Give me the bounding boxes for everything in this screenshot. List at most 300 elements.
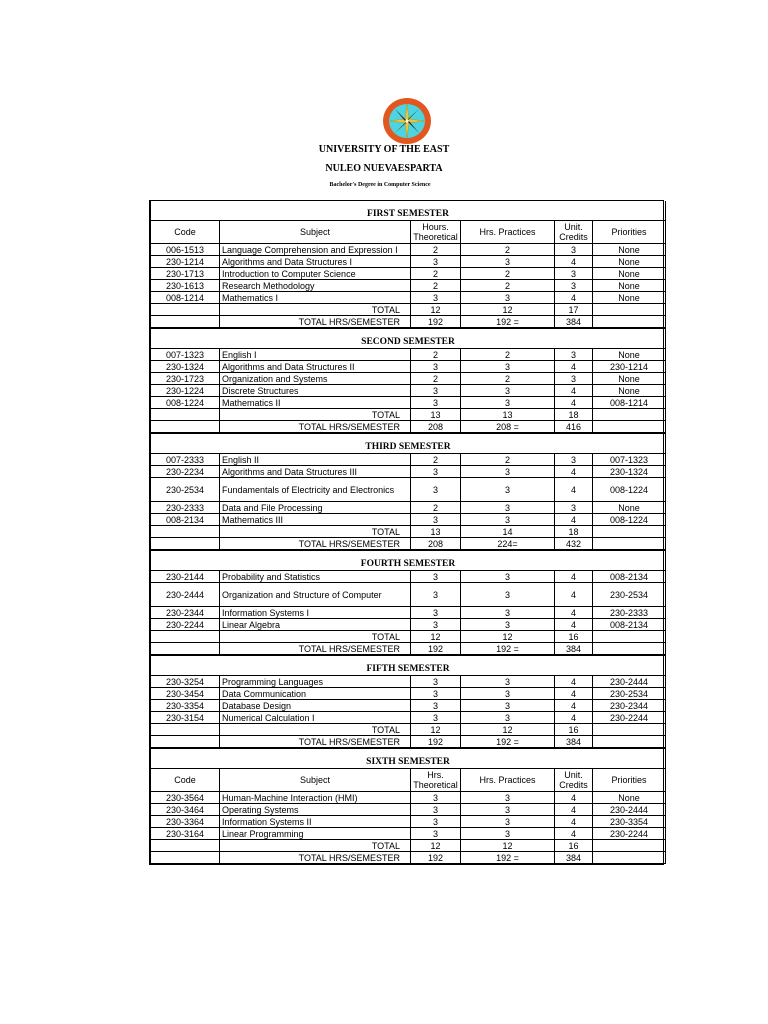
total-label: TOTAL HRS/SEMESTER bbox=[220, 538, 411, 551]
total-practice: 12 bbox=[461, 840, 555, 852]
theory-hours: 3 bbox=[411, 700, 461, 712]
practice-hours: 3 bbox=[461, 712, 555, 724]
course-code: 230-3364 bbox=[151, 816, 220, 828]
course-row bbox=[151, 700, 666, 712]
course-code: 230-2144 bbox=[151, 571, 220, 583]
total-hours-row bbox=[151, 538, 666, 551]
unit-credits: 3 bbox=[555, 373, 593, 385]
course-subject: Language Comprehension and Expression I bbox=[220, 244, 411, 256]
empty-cell bbox=[151, 409, 220, 421]
course-subject: Fundamentals of Electricity and Electronics bbox=[220, 478, 411, 502]
course-subject: Organization and Systems bbox=[220, 373, 411, 385]
course-subject: Mathematics III bbox=[220, 514, 411, 526]
theory-hours: 3 bbox=[411, 676, 461, 688]
prerequisite: 008-1214 bbox=[593, 397, 666, 409]
total-practice: 192 = bbox=[461, 316, 555, 329]
empty-cell bbox=[593, 526, 666, 538]
unit-credits: 3 bbox=[555, 280, 593, 292]
course-subject: Numerical Calculation I bbox=[220, 712, 411, 724]
practice-hours: 3 bbox=[461, 502, 555, 514]
unit-credits: 4 bbox=[555, 256, 593, 268]
practice-hours: 2 bbox=[461, 373, 555, 385]
total-credits: 384 bbox=[555, 736, 593, 749]
unit-credits: 4 bbox=[555, 583, 593, 607]
course-subject: Research Methodology bbox=[220, 280, 411, 292]
practice-hours: 3 bbox=[461, 256, 555, 268]
total-practice: 224= bbox=[461, 538, 555, 551]
practice-hours: 3 bbox=[461, 514, 555, 526]
course-subject: Algorithms and Data Structures I bbox=[220, 256, 411, 268]
prerequisite: 230-3354 bbox=[593, 816, 666, 828]
column-header: Subject bbox=[220, 221, 411, 244]
course-code: 230-1713 bbox=[151, 268, 220, 280]
column-header: Hrs. Theoretical bbox=[411, 769, 461, 792]
course-code: 007-2333 bbox=[151, 454, 220, 466]
course-subject: Information Systems II bbox=[220, 816, 411, 828]
course-subject: Algorithms and Data Structures III bbox=[220, 466, 411, 478]
course-row bbox=[151, 792, 666, 804]
practice-hours: 3 bbox=[461, 583, 555, 607]
theory-hours: 2 bbox=[411, 373, 461, 385]
prerequisite: 230-2344 bbox=[593, 700, 666, 712]
total-row bbox=[151, 840, 666, 852]
practice-hours: 3 bbox=[461, 700, 555, 712]
theory-hours: 3 bbox=[411, 256, 461, 268]
course-code: 230-2244 bbox=[151, 619, 220, 631]
course-subject: English I bbox=[220, 349, 411, 361]
empty-cell bbox=[593, 421, 666, 434]
course-code: 230-2534 bbox=[151, 478, 220, 502]
unit-credits: 4 bbox=[555, 466, 593, 478]
total-credits: 384 bbox=[555, 643, 593, 656]
unit-credits: 4 bbox=[555, 607, 593, 619]
prerequisite: 230-2244 bbox=[593, 828, 666, 840]
column-header-row bbox=[151, 221, 666, 244]
curriculum-grid bbox=[150, 201, 666, 864]
total-hours-row bbox=[151, 421, 666, 434]
empty-cell bbox=[151, 538, 220, 551]
course-row bbox=[151, 571, 666, 583]
total-theory: 208 bbox=[411, 421, 461, 434]
practice-hours: 3 bbox=[461, 688, 555, 700]
total-label: TOTAL bbox=[220, 840, 411, 852]
theory-hours: 3 bbox=[411, 804, 461, 816]
empty-cell bbox=[151, 304, 220, 316]
empty-cell bbox=[593, 840, 666, 852]
course-subject: Linear Programming bbox=[220, 828, 411, 840]
course-code: 230-3454 bbox=[151, 688, 220, 700]
column-header: Unit. Credits bbox=[555, 769, 593, 792]
course-code: 006-1513 bbox=[151, 244, 220, 256]
total-credits: 16 bbox=[555, 724, 593, 736]
prerequisite: 230-2444 bbox=[593, 804, 666, 816]
course-subject: English II bbox=[220, 454, 411, 466]
empty-cell bbox=[151, 631, 220, 643]
course-row bbox=[151, 712, 666, 724]
total-hours-row bbox=[151, 643, 666, 656]
course-code: 230-1324 bbox=[151, 361, 220, 373]
column-header: Code bbox=[151, 769, 220, 792]
column-header: Code bbox=[151, 221, 220, 244]
total-practice: 12 bbox=[461, 724, 555, 736]
practice-hours: 3 bbox=[461, 676, 555, 688]
practice-hours: 3 bbox=[461, 619, 555, 631]
prerequisite: 007-1323 bbox=[593, 454, 666, 466]
practice-hours: 3 bbox=[461, 385, 555, 397]
semester-title: FIRST SEMESTER bbox=[151, 201, 666, 221]
empty-cell bbox=[151, 736, 220, 749]
prerequisite: 008-1224 bbox=[593, 514, 666, 526]
theory-hours: 3 bbox=[411, 792, 461, 804]
semester-title: SIXTH SEMESTER bbox=[151, 748, 666, 769]
course-code: 230-2344 bbox=[151, 607, 220, 619]
practice-hours: 3 bbox=[461, 828, 555, 840]
total-theory: 12 bbox=[411, 631, 461, 643]
total-practice: 13 bbox=[461, 409, 555, 421]
empty-cell bbox=[151, 724, 220, 736]
course-code: 230-1723 bbox=[151, 373, 220, 385]
total-label: TOTAL bbox=[220, 526, 411, 538]
theory-hours: 2 bbox=[411, 280, 461, 292]
total-credits: 18 bbox=[555, 409, 593, 421]
unit-credits: 4 bbox=[555, 700, 593, 712]
theory-hours: 3 bbox=[411, 385, 461, 397]
unit-credits: 3 bbox=[555, 454, 593, 466]
total-label: TOTAL bbox=[220, 304, 411, 316]
unit-credits: 3 bbox=[555, 244, 593, 256]
practice-hours: 3 bbox=[461, 478, 555, 502]
total-theory: 13 bbox=[411, 409, 461, 421]
total-theory: 13 bbox=[411, 526, 461, 538]
course-code: 007-1323 bbox=[151, 349, 220, 361]
course-row bbox=[151, 514, 666, 526]
unit-credits: 4 bbox=[555, 361, 593, 373]
practice-hours: 3 bbox=[461, 816, 555, 828]
prerequisite: 230-2534 bbox=[593, 688, 666, 700]
unit-credits: 4 bbox=[555, 397, 593, 409]
unit-credits: 4 bbox=[555, 514, 593, 526]
total-credits: 16 bbox=[555, 840, 593, 852]
total-practice: 192 = bbox=[461, 736, 555, 749]
course-code: 230-3464 bbox=[151, 804, 220, 816]
column-header: Hrs. Practices bbox=[461, 221, 555, 244]
course-subject: Database Design bbox=[220, 700, 411, 712]
total-label: TOTAL HRS/SEMESTER bbox=[220, 316, 411, 329]
total-label: TOTAL bbox=[220, 631, 411, 643]
prerequisite: 230-2244 bbox=[593, 712, 666, 724]
practice-hours: 3 bbox=[461, 571, 555, 583]
theory-hours: 3 bbox=[411, 712, 461, 724]
course-subject: Human-Machine Interaction (HMI) bbox=[220, 792, 411, 804]
theory-hours: 3 bbox=[411, 514, 461, 526]
theory-hours: 2 bbox=[411, 349, 461, 361]
empty-cell bbox=[593, 409, 666, 421]
total-hours-row bbox=[151, 736, 666, 749]
total-hours-row bbox=[151, 852, 666, 864]
unit-credits: 4 bbox=[555, 688, 593, 700]
practice-hours: 3 bbox=[461, 292, 555, 304]
total-label: TOTAL bbox=[220, 724, 411, 736]
semester-title: FOURTH SEMESTER bbox=[151, 550, 666, 571]
total-theory: 208 bbox=[411, 538, 461, 551]
course-subject: Mathematics II bbox=[220, 397, 411, 409]
empty-cell bbox=[593, 631, 666, 643]
unit-credits: 3 bbox=[555, 349, 593, 361]
prerequisite: None bbox=[593, 792, 666, 804]
prerequisite: None bbox=[593, 502, 666, 514]
theory-hours: 3 bbox=[411, 361, 461, 373]
course-code: 230-1214 bbox=[151, 256, 220, 268]
practice-hours: 3 bbox=[461, 804, 555, 816]
course-subject: Linear Algebra bbox=[220, 619, 411, 631]
semester-title-row bbox=[151, 201, 666, 221]
university-seal-icon bbox=[382, 97, 432, 145]
course-subject: Information Systems I bbox=[220, 607, 411, 619]
course-row bbox=[151, 244, 666, 256]
column-header-row bbox=[151, 769, 666, 792]
theory-hours: 3 bbox=[411, 583, 461, 607]
university-name: UNIVERSITY OF THE EAST bbox=[318, 144, 450, 155]
unit-credits: 4 bbox=[555, 619, 593, 631]
empty-cell bbox=[593, 316, 666, 329]
prerequisite: None bbox=[593, 256, 666, 268]
course-code: 230-1613 bbox=[151, 280, 220, 292]
course-subject: Organization and Structure of Computer bbox=[220, 583, 411, 607]
total-row bbox=[151, 526, 666, 538]
total-credits: 416 bbox=[555, 421, 593, 434]
total-row bbox=[151, 409, 666, 421]
theory-hours: 2 bbox=[411, 454, 461, 466]
total-row bbox=[151, 304, 666, 316]
course-row bbox=[151, 804, 666, 816]
total-practice: 12 bbox=[461, 304, 555, 316]
total-credits: 384 bbox=[555, 316, 593, 329]
practice-hours: 2 bbox=[461, 454, 555, 466]
semester-title-row bbox=[151, 748, 666, 769]
prerequisite: None bbox=[593, 385, 666, 397]
course-row bbox=[151, 619, 666, 631]
course-subject: Programming Languages bbox=[220, 676, 411, 688]
total-theory: 12 bbox=[411, 724, 461, 736]
semester-title-row bbox=[151, 655, 666, 676]
course-code: 230-2333 bbox=[151, 502, 220, 514]
course-row bbox=[151, 373, 666, 385]
theory-hours: 3 bbox=[411, 688, 461, 700]
course-subject: Algorithms and Data Structures II bbox=[220, 361, 411, 373]
prerequisite: None bbox=[593, 349, 666, 361]
total-theory: 192 bbox=[411, 736, 461, 749]
prerequisite: 008-2134 bbox=[593, 619, 666, 631]
total-theory: 12 bbox=[411, 840, 461, 852]
course-subject: Introduction to Computer Science bbox=[220, 268, 411, 280]
course-row bbox=[151, 502, 666, 514]
total-credits: 16 bbox=[555, 631, 593, 643]
practice-hours: 3 bbox=[461, 361, 555, 373]
course-code: 230-3254 bbox=[151, 676, 220, 688]
unit-credits: 3 bbox=[555, 502, 593, 514]
total-row bbox=[151, 724, 666, 736]
course-code: 230-3564 bbox=[151, 792, 220, 804]
semester-title-row bbox=[151, 433, 666, 454]
total-credits: 432 bbox=[555, 538, 593, 551]
empty-cell bbox=[151, 526, 220, 538]
theory-hours: 3 bbox=[411, 607, 461, 619]
empty-cell bbox=[151, 316, 220, 329]
course-row bbox=[151, 280, 666, 292]
course-row bbox=[151, 361, 666, 373]
unit-credits: 4 bbox=[555, 804, 593, 816]
theory-hours: 2 bbox=[411, 502, 461, 514]
empty-cell bbox=[593, 852, 666, 864]
unit-credits: 4 bbox=[555, 712, 593, 724]
course-subject: Data Communication bbox=[220, 688, 411, 700]
prerequisite: None bbox=[593, 373, 666, 385]
unit-credits: 3 bbox=[555, 268, 593, 280]
semester-title-row bbox=[151, 550, 666, 571]
prerequisite: 008-1224 bbox=[593, 478, 666, 502]
prerequisite: 230-1214 bbox=[593, 361, 666, 373]
unit-credits: 4 bbox=[555, 828, 593, 840]
unit-credits: 4 bbox=[555, 478, 593, 502]
empty-cell bbox=[593, 736, 666, 749]
course-row bbox=[151, 466, 666, 478]
column-header: Subject bbox=[220, 769, 411, 792]
total-theory: 192 bbox=[411, 852, 461, 864]
total-theory: 12 bbox=[411, 304, 461, 316]
total-theory: 192 bbox=[411, 643, 461, 656]
unit-credits: 4 bbox=[555, 792, 593, 804]
prerequisite: None bbox=[593, 268, 666, 280]
prerequisite: None bbox=[593, 280, 666, 292]
course-subject: Probability and Statistics bbox=[220, 571, 411, 583]
course-code: 230-2444 bbox=[151, 583, 220, 607]
total-practice: 12 bbox=[461, 631, 555, 643]
total-label: TOTAL bbox=[220, 409, 411, 421]
prerequisite: None bbox=[593, 292, 666, 304]
total-credits: 384 bbox=[555, 852, 593, 864]
total-practice: 14 bbox=[461, 526, 555, 538]
empty-cell bbox=[593, 643, 666, 656]
course-row bbox=[151, 607, 666, 619]
course-code: 230-2234 bbox=[151, 466, 220, 478]
column-header: Hours. Theoretical bbox=[411, 221, 461, 244]
theory-hours: 3 bbox=[411, 816, 461, 828]
total-label: TOTAL HRS/SEMESTER bbox=[220, 736, 411, 749]
unit-credits: 4 bbox=[555, 292, 593, 304]
campus-name: NULEO NUEVAESPARTA bbox=[325, 163, 443, 174]
column-header: Priorities bbox=[593, 221, 666, 244]
practice-hours: 3 bbox=[461, 792, 555, 804]
course-row bbox=[151, 454, 666, 466]
total-practice: 208 = bbox=[461, 421, 555, 434]
semester-title: SECOND SEMESTER bbox=[151, 328, 666, 349]
course-subject: Discrete Structures bbox=[220, 385, 411, 397]
total-practice: 192 = bbox=[461, 852, 555, 864]
prerequisite: None bbox=[593, 244, 666, 256]
unit-credits: 4 bbox=[555, 676, 593, 688]
prerequisite: 230-2534 bbox=[593, 583, 666, 607]
course-code: 230-1224 bbox=[151, 385, 220, 397]
course-row bbox=[151, 478, 666, 502]
course-subject: Data and File Processing bbox=[220, 502, 411, 514]
course-row bbox=[151, 292, 666, 304]
course-row bbox=[151, 676, 666, 688]
theory-hours: 3 bbox=[411, 478, 461, 502]
course-row bbox=[151, 816, 666, 828]
total-label: TOTAL HRS/SEMESTER bbox=[220, 421, 411, 434]
empty-cell bbox=[151, 840, 220, 852]
theory-hours: 2 bbox=[411, 268, 461, 280]
column-header: Unit. Credits bbox=[555, 221, 593, 244]
practice-hours: 3 bbox=[461, 607, 555, 619]
empty-cell bbox=[151, 852, 220, 864]
theory-hours: 3 bbox=[411, 292, 461, 304]
unit-credits: 4 bbox=[555, 816, 593, 828]
total-credits: 18 bbox=[555, 526, 593, 538]
total-row bbox=[151, 631, 666, 643]
semester-title-row bbox=[151, 328, 666, 349]
curriculum-table bbox=[149, 200, 664, 865]
course-code: 230-3354 bbox=[151, 700, 220, 712]
column-header: Hrs. Practices bbox=[461, 769, 555, 792]
course-code: 008-1214 bbox=[151, 292, 220, 304]
theory-hours: 3 bbox=[411, 619, 461, 631]
practice-hours: 2 bbox=[461, 244, 555, 256]
course-row bbox=[151, 385, 666, 397]
empty-cell bbox=[593, 724, 666, 736]
total-label: TOTAL HRS/SEMESTER bbox=[220, 852, 411, 864]
course-code: 230-3164 bbox=[151, 828, 220, 840]
course-row bbox=[151, 256, 666, 268]
course-row bbox=[151, 688, 666, 700]
practice-hours: 3 bbox=[461, 397, 555, 409]
prerequisite: 230-2333 bbox=[593, 607, 666, 619]
semester-title: THIRD SEMESTER bbox=[151, 433, 666, 454]
empty-cell bbox=[593, 538, 666, 551]
empty-cell bbox=[593, 304, 666, 316]
course-row bbox=[151, 583, 666, 607]
empty-cell bbox=[151, 421, 220, 434]
course-row bbox=[151, 397, 666, 409]
degree-name: Bachelor's Degree in Computer Science bbox=[329, 182, 431, 188]
unit-credits: 4 bbox=[555, 571, 593, 583]
prerequisite: 230-1324 bbox=[593, 466, 666, 478]
prerequisite: 008-2134 bbox=[593, 571, 666, 583]
theory-hours: 2 bbox=[411, 244, 461, 256]
total-label: TOTAL HRS/SEMESTER bbox=[220, 643, 411, 656]
total-practice: 192 = bbox=[461, 643, 555, 656]
course-code: 230-3154 bbox=[151, 712, 220, 724]
practice-hours: 2 bbox=[461, 349, 555, 361]
semester-title: FIFTH SEMESTER bbox=[151, 655, 666, 676]
column-header: Priorities bbox=[593, 769, 666, 792]
theory-hours: 3 bbox=[411, 828, 461, 840]
practice-hours: 2 bbox=[461, 280, 555, 292]
course-subject: Operating Systems bbox=[220, 804, 411, 816]
course-code: 008-1224 bbox=[151, 397, 220, 409]
course-row bbox=[151, 828, 666, 840]
course-row bbox=[151, 349, 666, 361]
practice-hours: 2 bbox=[461, 268, 555, 280]
total-credits: 17 bbox=[555, 304, 593, 316]
theory-hours: 3 bbox=[411, 571, 461, 583]
total-theory: 192 bbox=[411, 316, 461, 329]
course-row bbox=[151, 268, 666, 280]
course-subject: Mathematics I bbox=[220, 292, 411, 304]
unit-credits: 4 bbox=[555, 385, 593, 397]
practice-hours: 3 bbox=[461, 466, 555, 478]
total-hours-row bbox=[151, 316, 666, 329]
